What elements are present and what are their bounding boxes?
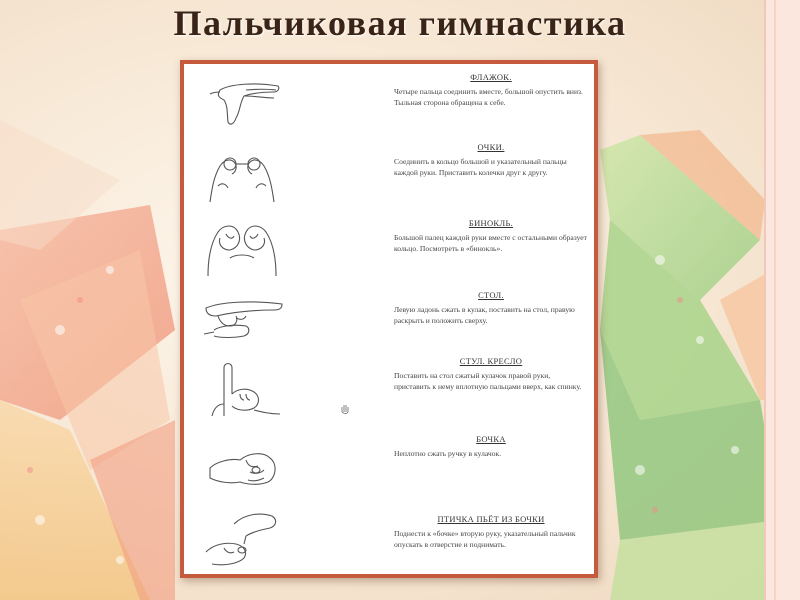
exercise-description: Большой палец каждой руки вместе с остальными образует кольцо. Посмотреть в «бинокль».	[394, 233, 587, 253]
exercise-title: СТОЛ.	[478, 290, 504, 300]
exercise-description: Соединить в кольцо большой и указательный пальцы каждой руки. Приставить колечки друг к другу.	[394, 157, 567, 177]
exercise-title: ФЛАЖОК.	[470, 72, 512, 82]
bird-drinking-hands-icon	[200, 504, 284, 568]
exercise-title: БИНОКЛЬ.	[468, 218, 514, 228]
slide-title: Пальчиковая гимнастика	[173, 3, 627, 43]
exercise-title: СТУЛ. КРЕСЛО	[459, 356, 523, 366]
right-border	[764, 0, 800, 600]
document-page	[184, 64, 594, 574]
exercise-description: Левую ладонь сжать в кулак, поставить на стол, правую раскрыть и положить сверху.	[394, 305, 575, 325]
exercise-description: Четыре пальца соединить вместе, большой опустить вниз. Тыльная сторона обращена к себе.	[394, 87, 583, 107]
flag-hand-icon	[200, 70, 284, 134]
glasses-hands-icon	[200, 142, 284, 206]
exercise-description: Неплотно сжать ручку в кулачок.	[394, 449, 502, 458]
exercise-description: Поднести к «бочке» вторую руку, указательный пальчик опускать в отверстие и поднимать.	[394, 529, 576, 549]
table-hands-icon	[200, 286, 284, 350]
chair-hands-icon	[200, 354, 284, 418]
exercise-title: ПТИЧКА ПЬЁТ ИЗ БОЧКИ	[437, 514, 545, 524]
binoculars-hands-icon	[200, 214, 284, 278]
document-frame	[180, 60, 598, 578]
barrel-hand-icon	[200, 434, 284, 498]
exercise-title: ОЧКИ.	[477, 142, 505, 152]
exercise-description: Поставить на стол сжатый кулачок правой руки, приставить к нему вплотную пальцами вверх, как спинку.	[394, 371, 582, 391]
exercise-title: БОЧКА	[476, 434, 506, 444]
small-hand-mark-icon	[339, 402, 351, 414]
